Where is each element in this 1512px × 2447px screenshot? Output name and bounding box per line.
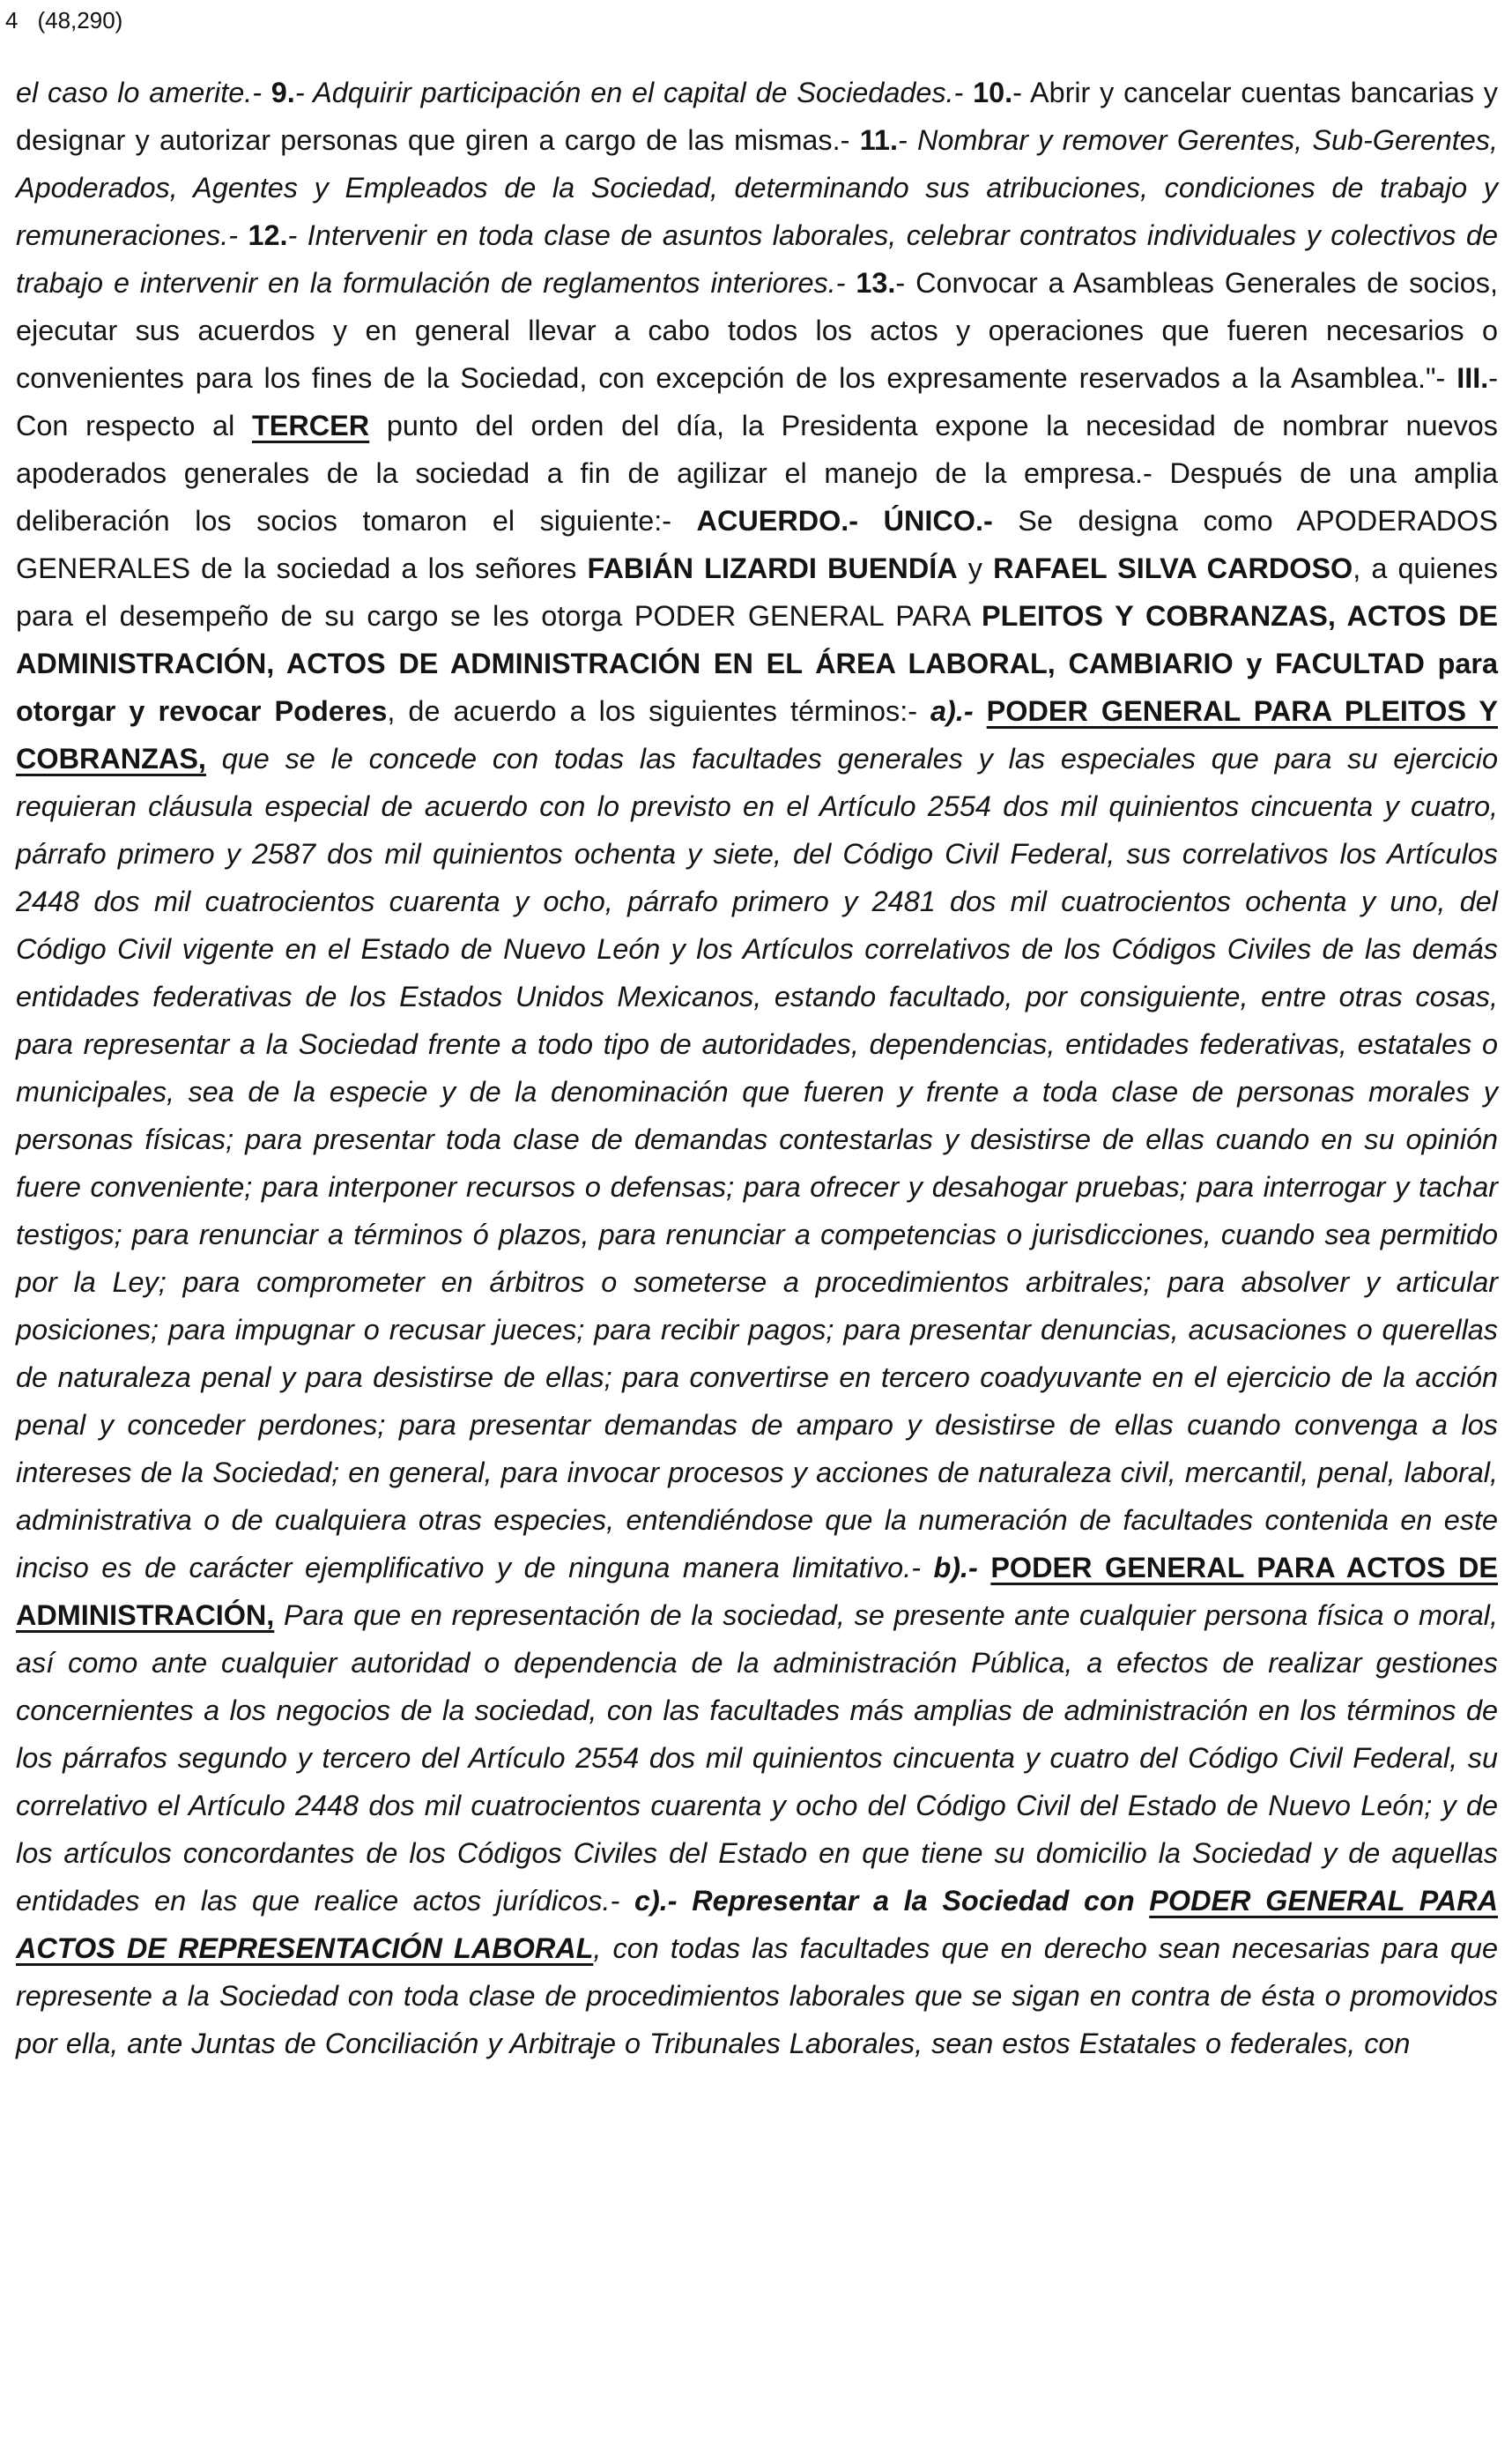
clause-label: a).- xyxy=(930,695,974,727)
document-body xyxy=(16,69,1498,2067)
folio-number: (48,290) xyxy=(37,7,123,33)
acuerdo-heading: ACUERDO.- ÚNICO.- xyxy=(696,505,993,537)
text-run: Para que en representación de la sociedad, se presente ante cualquier persona física o moral, así como ante cualquier autoridad o dependencia de la administración Pública, a efectos de realizar gestiones concernientes a los negocios de la sociedad, con las facultades más amplias de administración en los términos de los párrafos segundo y tercero del Artículo 2554 dos mil quinientos cincuenta y cuatro del Código Civil Federal, su correlativo el Artículo 2448 dos mil cuatrocientos cuarenta y ocho del Código Civil del Estado de Nuevo León; y de los artículos concordantes de los Códigos Civiles del Estado en que tiene su domicilio la Sociedad y de aquellas entidades en las que realice actos jurídicos.- xyxy=(16,1599,1498,1917)
text-run: - Intervenir en toda clase de asuntos laborales, celebrar contratos individuales y colectivos de trabajo e intervenir en la formulación de reglamentos interiores.- xyxy=(16,219,1498,299)
clause-number: 9. xyxy=(271,77,295,108)
text-run: Representar a la Sociedad con xyxy=(677,1885,1150,1917)
power-title: PODER GENERAL PARA ACTOS DE REPRESENTACIÓN LABORAL xyxy=(16,1885,1498,1964)
section-number: III. xyxy=(1456,362,1489,394)
clause-number: 13. xyxy=(856,267,896,299)
clause-number: 11. xyxy=(859,124,898,156)
clause-label: c).- xyxy=(634,1885,678,1917)
clause-number: 12. xyxy=(248,219,288,251)
text-run: , con todas las facultades que en derecho sean necesarias para que represente a la Sociedad con toda clase de procedimientos laborales que se sigan en contra de ésta o promovidos por ella, ante Juntas de Conciliación y Arbitraje o Tribunales Laborales, sean estos Estatales o federales, con xyxy=(16,1932,1498,2059)
page-number: 4 xyxy=(5,7,19,33)
text-run: Se designa como APODERADOS GENERALES de la sociedad a los señores xyxy=(16,505,1498,584)
text-run: - Convocar a Asambleas Generales de socios, ejecutar sus acuerdos y en general llevar a cabo todos los actos y operaciones que fueren necesarios o convenientes para los fines de la Sociedad, con excepción de los expresamente reservados a la Asamblea."- xyxy=(16,267,1498,394)
clause-number: 10. xyxy=(973,77,1013,108)
attorney-name: FABIÁN LIZARDI BUENDÍA xyxy=(587,552,958,584)
text-run: , a quienes para el desempeño de su cargo se les otorga PODER GENERAL PARA xyxy=(16,552,1498,632)
text-run: , de acuerdo a los siguientes términos:- xyxy=(387,695,931,727)
text-run: - Con respecto al xyxy=(16,362,1498,441)
attorney-name: RAFAEL SILVA CARDOSO xyxy=(993,552,1353,584)
page-header xyxy=(5,7,142,34)
text-run: que se le concede con todas las facultades generales y las especiales que para su ejercicio requieran cláusula especial de acuerdo con lo previsto en el Artículo 2554 dos mil quinientos cincuenta y cuatro, párrafo primero y 2587 dos mil quinientos ochenta y siete, del Código Civil Federal, sus correlativos los Artículos 2448 dos mil cuatrocientos cuarenta y ocho, párrafo primero y 2481 dos mil cuatrocientos ochenta y uno, del Código Civil vigente en el Estado de Nuevo León y los Artículos correlativos de los Códigos Civiles de las demás entidades federativas de los Estados Unidos Mexicanos, estando facultado, por consiguiente, entre otras cosas, para representar a la Sociedad frente a todo tipo de autoridades, dependencias, entidades federativas, estatales o municipales, sea de la especie y de la denominación que fueren y frente a toda clase de personas morales y personas físicas; para presentar toda clase de demandas contestarlas y desistirse de ellas cuando en su opinión fuere conveniente; para interponer recursos o defensas; para ofrecer y desahogar pruebas; para interrogar y tachar testigos; para renunciar a términos ó plazos, para renunciar a competencias o jurisdicciones, cuando sea permitido por la Ley; para comprometer en árbitros o someterse a procedimientos arbitrales; para absolver y articular posiciones; para impugnar o recusar jueces; para recibir pagos; para presentar denuncias, acusaciones o querellas de naturaleza penal y para desistirse de ellas; para convertirse en tercero coadyuvante en el ejercicio de la acción penal y conceder perdones; para presentar demandas de amparo y desistirse de ellas cuando convenga a los intereses de la Sociedad; en general, para invocar procesos y acciones de naturaleza civil, mercantil, penal, laboral, administrativa o de cualquiera otras especies, entendiéndose que la numeración de facultades contenida en este inciso es de carácter ejemplificativo y de ninguna manera limitativo.- xyxy=(16,743,1498,1583)
text-run: - Adquirir participación en el capital de Sociedades.- xyxy=(294,77,974,108)
text-run: y xyxy=(957,552,994,584)
powers-list: PLEITOS Y COBRANZAS, ACTOS DE ADMINISTRACIÓN, ACTOS DE ADMINISTRACIÓN EN EL ÁREA LABORAL, CAMBIARIO y FACULTAD para otorgar y revocar Poderes xyxy=(16,600,1498,727)
text-run: - Abrir y cancelar cuentas bancarias y designar y autorizar personas que giren a cargo de las mismas.- xyxy=(16,77,1499,156)
text-run: punto del orden del día, la Presidenta expone la necesidad de nombrar nuevos apoderados generales de la sociedad a fin de agilizar el manejo de la empresa.- Después de una amplia deliberación los socios tomaron el siguiente:- xyxy=(16,410,1498,537)
power-title: PODER GENERAL PARA ACTOS DE ADMINISTRACIÓN, xyxy=(16,1552,1498,1631)
text-run: el caso lo amerite.- xyxy=(16,77,271,108)
body-paragraph xyxy=(16,69,1498,2067)
text-run: - Nombrar y remover Gerentes, Sub-Gerentes, Apoderados, Agentes y Empleados de la Sociedad, determinando sus atribuciones, condiciones de trabajo y remuneraciones.- xyxy=(16,124,1499,251)
power-title: PODER GENERAL PARA PLEITOS Y COBRANZAS, xyxy=(16,695,1498,775)
clause-label: b).- xyxy=(933,1552,978,1583)
tercer-heading: TERCER xyxy=(251,410,370,441)
